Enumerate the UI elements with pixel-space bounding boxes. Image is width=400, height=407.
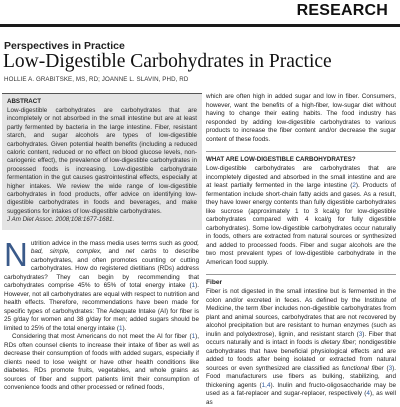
drop-cap: N <box>4 235 28 273</box>
body-paragraph <box>206 288 396 407</box>
intro-text: ). <box>122 324 127 332</box>
section-header <box>0 0 400 34</box>
article-title: Low-Digestible Carbohydrates in Practice <box>3 51 332 72</box>
body-paragraph <box>206 165 396 267</box>
intro-terms: good, bad, simple, complex, <box>30 239 199 256</box>
abstract-box <box>2 93 202 230</box>
reference-link[interactable]: 4 <box>366 390 370 397</box>
reference-link[interactable]: 3 <box>358 330 363 338</box>
intro-text: and <box>101 248 126 256</box>
intro-text: utrition advice in the mass media uses terms such as <box>30 239 184 247</box>
header-rule <box>0 24 400 27</box>
para-term: dietary fiber <box>321 339 355 346</box>
para-text: includes non-digestible carbohydrates from plant and animal sources, carbohydrates that are not recovered by alcohol precipitation but are resistant to human enzymes (such as inulin and polydextrose), lignin, and resistant starch ( <box>206 305 396 338</box>
para-text: ). Inulin and fructo-oligosaccharide may be used as a fat-replacer and sugar-replacer, respectively ( <box>206 381 397 397</box>
para-text: ; nondigestible carbohydrates that have beneficial physiological effects and are added to foods after being isolated or extracted from natural sources or even synthesized are classified as <box>206 339 396 372</box>
para-text: ( <box>383 364 389 372</box>
reference-link[interactable]: 1 <box>191 333 196 341</box>
para-text: Fiber is not digested in the small intestine but is fermented in the colon and/or excreted in feces. As defined by the Institute of Medicine, the term <box>206 288 396 312</box>
article-kicker: Perspectives in Practice <box>4 40 125 52</box>
section-heading: WHAT ARE LOW-DIGESTIBLE CARBOHYDRATES? <box>206 151 396 163</box>
para-text: ). Food manufacturers use fibers as bulking, stabilizing, and thickening agents ( <box>206 364 396 389</box>
para-text: Considering that most Americans do not meet the AI for fiber ( <box>12 333 192 341</box>
intro-term-net: net carbs <box>125 248 157 256</box>
right-column <box>206 93 396 407</box>
intro-text: to describe carbohydrates, and often promotes counting or cutting carbohydrates. How do registered dietitians (RDs) address carbohydrates? They can begin by recommending that carbohydrates comprise 45% to 65% of total energy intake ( <box>4 248 199 290</box>
body-paragraph <box>4 333 199 393</box>
para-term: fiber <box>260 305 273 312</box>
abstract-text: Low-digestible carbohydrates are carbohydrates that are incompletely or not absorbed in the small intestine but are at least partly fermented by bacteria in the large intestine. Fiber, resistant starch, and sugar alcohols are types of low-digestible carbohydrates. Given potential health benefits (including a reduced caloric content, reduced or no effect on blood glucose levels, non-cariogenic effect), the prevalence of low-digestible carbohydrates in processed foods is increasing. Low-digestible carbohydrate fermentation in the gut causes gastrointestinal effects, especially at higher intakes. We review the wide range of low-digestible carbohydrates in food products, offer advice on identifying low-digestible carbohydrates in foods and beverages, and make suggestions for intakes of low-digestible carbohydrates. <box>7 107 197 215</box>
abstract-citation: J Am Diet Assoc. 2008;108:1677-1681. <box>7 216 115 224</box>
intro-paragraph <box>4 235 199 334</box>
para-term: functional fiber <box>341 364 384 372</box>
reference-link[interactable]: 1,4 <box>261 381 271 389</box>
subsection-heading: Fiber <box>206 274 396 286</box>
para-text: ), as well as <box>206 390 396 406</box>
reference-link[interactable]: 1 <box>191 282 196 290</box>
reference-link[interactable]: 2 <box>352 182 356 189</box>
reference-link[interactable]: 1 <box>118 324 123 332</box>
intro-text: ). However, not all carbohydrates are equal with respect to nutrition and health effects. Therefore, recommendations have been made for specific types of carbohydrates: The Adequate Intake (AI) for fiber is 25 g/day for women and 38 g/day for men; added sugars should be limited to 25% of the total energy intake ( <box>4 282 199 332</box>
body-paragraph: which are often high in added sugar and low in fiber. Consumers, however, want the benefits of a high-fiber, low-sugar diet without having to change their eating habits. The food industry has responded by adding low-digestible carbohydrates to various products to increase the fiber content and/or decrease the sugar content of these foods. <box>206 93 396 143</box>
left-column <box>4 93 199 393</box>
article-authors: HOLLIE A. GRABITSKE, MS, RD; JOANNE L. SLAVIN, PHD, RD <box>4 76 189 83</box>
section-label: RESEARCH <box>296 2 388 19</box>
abstract-heading: ABSTRACT <box>7 98 42 105</box>
reference-link[interactable]: 3 <box>388 364 393 372</box>
para-text: ). Fiber that occurs naturally and is intact in foods is <box>206 330 397 346</box>
para-text: Low-digestible carbohydrates are carbohydrates that are incompletely digested and absorbed in the small intestine and are at least partially fermented in the large intestine ( <box>206 165 396 189</box>
para-text: ), RDs often counsel clients to increase their intake of fiber as well as decrease their consumption of foods with added sugars, especially if clients need to lose weight or have other health conditions like diabetes. RDs promote fruits, vegetables, and whole grains as sources of fiber and support patients limit their consumption of convenience foods and other processed or refined foods, <box>4 333 199 392</box>
para-text: ). Products of fermentation include short-chain fatty acids and gases. As a result, they have lower energy contents than fully digestible carbohydrates like sucrose (approximately 1 to 3 kcal/g for low-digestible carbohydrates compared with 4 kcal/g for fully digestible carbohydrates). Some low-digestible carbohydrates occur naturally in foods, others are extracted from natural sources or synthesized and added to processed foods. Fiber and sugar alcohols are the two most prevalent types of low-digestible carbohydrate in the American food supply. <box>206 182 396 266</box>
